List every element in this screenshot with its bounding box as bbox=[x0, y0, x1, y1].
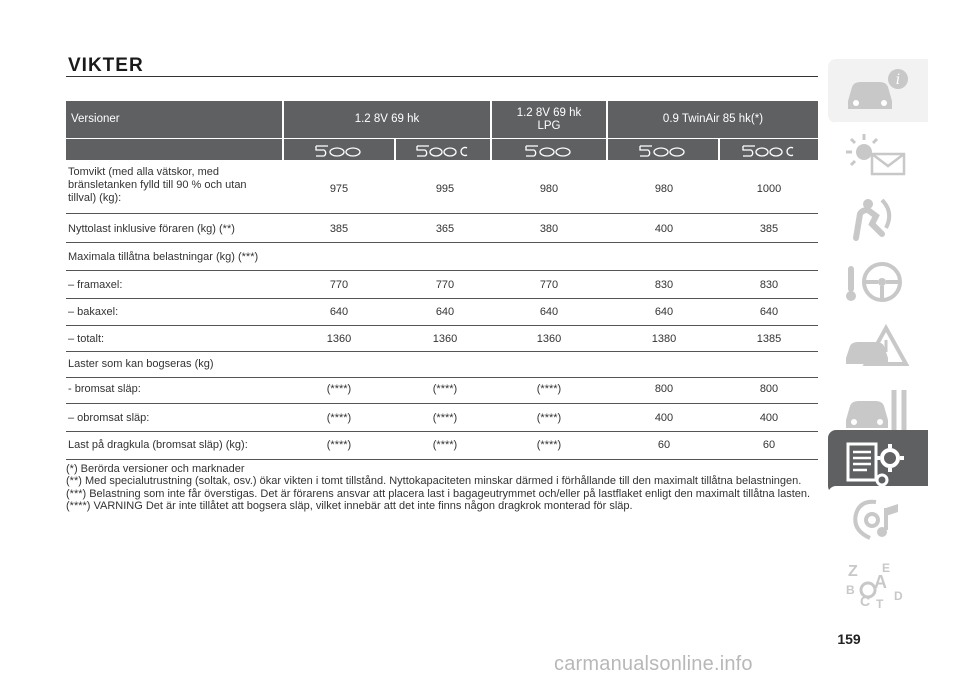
cell-value: 640 bbox=[435, 306, 455, 318]
chapter-tab-starting-driving[interactable] bbox=[828, 250, 928, 314]
row-label: – totalt: bbox=[68, 333, 105, 345]
table-row bbox=[66, 163, 818, 214]
cell-value: 1360 bbox=[536, 333, 562, 345]
warning-triangle-car-icon bbox=[842, 322, 914, 370]
steering-wheel-key-icon bbox=[842, 258, 914, 306]
chapter-tab-emergency[interactable] bbox=[828, 314, 928, 378]
table-row-section bbox=[66, 352, 818, 378]
cell-value: 770 bbox=[539, 279, 559, 291]
footnote: (*) Berörda versioner och marknader bbox=[66, 463, 245, 475]
cell-value: 385 bbox=[759, 223, 779, 235]
title-rule bbox=[66, 76, 818, 77]
chapter-tab-technical-data[interactable] bbox=[828, 430, 928, 494]
cell-value: 1360 bbox=[432, 333, 458, 345]
cell-value: (****) bbox=[536, 412, 562, 424]
cell-value: 800 bbox=[654, 383, 674, 395]
cell-value: 640 bbox=[539, 306, 559, 318]
model-logo-row bbox=[66, 139, 818, 160]
cell-value: (****) bbox=[432, 383, 458, 395]
page-number: 159 bbox=[837, 631, 861, 647]
footnote: (****) VARNING Det är inte tillåtet att bogsera släp, vilket innebär att det inte finns någon dragkrok monterad för släp. bbox=[66, 499, 633, 512]
warning-lights-icon bbox=[842, 130, 914, 178]
cell-value: 640 bbox=[329, 306, 349, 318]
fiat-500-logo-icon bbox=[638, 143, 688, 157]
footnote: (***) Belastning som inte får överstigas. Det är förarens ansvar att placera last i bagageutrymmet och/eller på lastflaket enligt den maximalt tillåtna lasten. bbox=[66, 487, 811, 500]
cell-value: 400 bbox=[759, 412, 779, 424]
row-label: Laster som kan bogseras (kg) bbox=[68, 358, 214, 370]
page-title: VIKTER bbox=[68, 55, 144, 76]
table-row bbox=[66, 299, 818, 326]
cell-value: (****) bbox=[326, 412, 352, 424]
model-logo-500-lpg bbox=[492, 139, 606, 160]
svg-text:B: B bbox=[846, 583, 855, 597]
cell-value: 1000 bbox=[756, 183, 782, 195]
row-label: – framaxel: bbox=[68, 279, 123, 291]
table-row bbox=[66, 432, 818, 460]
table-row bbox=[66, 378, 818, 404]
header-12-69: 1.2 8V 69 hk bbox=[284, 101, 490, 138]
svg-text:D: D bbox=[894, 589, 903, 603]
cell-value: 770 bbox=[435, 279, 455, 291]
cell-value: 830 bbox=[654, 279, 674, 291]
cell-value: 400 bbox=[654, 223, 674, 235]
cell-value: 640 bbox=[654, 306, 674, 318]
svg-text:i: i bbox=[895, 72, 901, 88]
row-label: – obromsat släp: bbox=[68, 412, 150, 424]
row-label: Tomvikt (med alla vätskor, med bränsletanken fylld till 90 % och utan tillval) (kg): bbox=[68, 166, 247, 204]
cell-value: (****) bbox=[432, 439, 458, 451]
fiat-500-logo-icon bbox=[524, 143, 574, 157]
alphabetical-index-icon bbox=[842, 558, 914, 610]
fiat-500c-logo-icon bbox=[741, 143, 797, 157]
cell-value: 380 bbox=[539, 223, 559, 235]
footnotes bbox=[66, 463, 820, 512]
cell-value: 975 bbox=[329, 183, 349, 195]
header-09-85: 0.9 TwinAir 85 hk(*) bbox=[608, 101, 818, 138]
fiat-500-logo-icon bbox=[314, 143, 364, 157]
cell-value: (****) bbox=[326, 439, 352, 451]
svg-text:T: T bbox=[876, 597, 884, 610]
cell-value: 1385 bbox=[756, 333, 782, 345]
cell-value: (****) bbox=[326, 383, 352, 395]
cell-value: (****) bbox=[536, 439, 562, 451]
cell-value: 995 bbox=[435, 183, 455, 195]
cell-value: 640 bbox=[759, 306, 779, 318]
cell-value: 60 bbox=[657, 439, 671, 451]
table-row bbox=[66, 326, 818, 352]
footnote: (**) Med specialutrustning (soltak, osv.) ökar vikten i tomt tillstånd. Nyttokapaciteten minskar därmed i förhållande till den maximalt tillåtna belastningen. bbox=[66, 475, 802, 488]
watermark: carmanualsonline.info bbox=[554, 653, 753, 675]
table-row-section bbox=[66, 243, 818, 271]
cell-value: 770 bbox=[329, 279, 349, 291]
cell-value: 400 bbox=[654, 412, 674, 424]
car-tools-icon bbox=[842, 386, 914, 434]
table-row bbox=[66, 214, 818, 243]
cell-value: 365 bbox=[435, 223, 455, 235]
row-label: – bakaxel: bbox=[68, 306, 119, 318]
svg-text:E: E bbox=[882, 561, 891, 575]
table-row bbox=[66, 404, 818, 432]
cell-value: (****) bbox=[536, 383, 562, 395]
car-info-icon bbox=[842, 67, 914, 115]
header-12-69-lpg: 1.2 8V 69 hk LPG bbox=[492, 101, 606, 138]
row-label: Maximala tillåtna belastningar (kg) (***) bbox=[68, 251, 259, 263]
multimedia-icon bbox=[842, 494, 914, 546]
chapter-tab-multimedia[interactable] bbox=[828, 486, 928, 550]
row-label: - bromsat släp: bbox=[68, 383, 141, 395]
row-label: Last på dragkula (bromsat släp) (kg): bbox=[68, 439, 248, 451]
seat-safety-icon bbox=[842, 194, 914, 242]
table-row bbox=[66, 271, 818, 299]
table-header-row bbox=[66, 101, 818, 138]
cell-value: 980 bbox=[654, 183, 674, 195]
chapter-tab-warning-lights[interactable] bbox=[828, 122, 928, 186]
cell-value: 1360 bbox=[326, 333, 352, 345]
model-logo-500c bbox=[396, 139, 490, 160]
header-versions: Versioner bbox=[66, 101, 282, 138]
cell-value: 800 bbox=[759, 383, 779, 395]
logo-row-spacer bbox=[66, 139, 282, 160]
cell-value: 385 bbox=[329, 223, 349, 235]
chapter-tab-seat-safety[interactable] bbox=[828, 186, 928, 250]
fiat-500c-logo-icon bbox=[415, 143, 471, 157]
model-logo-500-twinair bbox=[608, 139, 718, 160]
cell-value: 980 bbox=[539, 183, 559, 195]
cell-value: (****) bbox=[432, 412, 458, 424]
svg-text:Z: Z bbox=[848, 563, 858, 580]
model-logo-500 bbox=[284, 139, 394, 160]
model-logo-500c-twinair bbox=[720, 139, 818, 160]
cell-value: 60 bbox=[762, 439, 776, 451]
svg-text:C: C bbox=[860, 593, 871, 609]
cell-value: 1380 bbox=[651, 333, 677, 345]
svg-text:A: A bbox=[874, 572, 887, 592]
specs-gears-icon bbox=[842, 438, 914, 490]
chapter-tab-car-info[interactable] bbox=[828, 59, 928, 123]
row-label: Nyttolast inklusive föraren (kg) (**) bbox=[68, 223, 235, 235]
chapter-tab-index[interactable] bbox=[828, 550, 928, 614]
cell-value: 830 bbox=[759, 279, 779, 291]
